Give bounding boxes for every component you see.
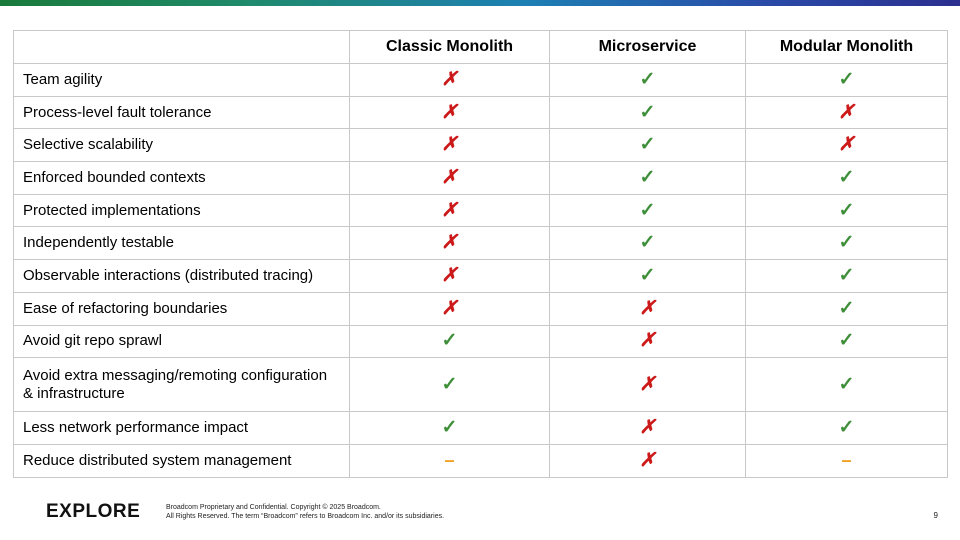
rating-cell	[746, 260, 948, 293]
header-empty-cell	[14, 31, 350, 64]
checkmark-icon: ✓	[639, 199, 656, 221]
row-label: Process-level fault tolerance	[14, 96, 350, 129]
rating-cell	[550, 194, 746, 227]
rating-cell	[550, 444, 746, 477]
checkmark-icon: ✓	[838, 373, 855, 395]
table-row	[14, 444, 948, 477]
rating-cell	[746, 358, 948, 412]
cross-icon: ✗	[838, 101, 855, 123]
dash-icon: –	[444, 449, 455, 470]
cross-icon: ✗	[639, 330, 656, 352]
table-row	[14, 227, 948, 260]
row-label: Independently testable	[14, 227, 350, 260]
rating-cell	[350, 129, 550, 162]
rating-cell	[550, 129, 746, 162]
cross-icon: ✗	[838, 134, 855, 156]
cross-icon: ✗	[639, 297, 656, 319]
table-row	[14, 129, 948, 162]
checkmark-icon: ✓	[838, 166, 855, 188]
table-row	[14, 260, 948, 293]
cross-icon: ✗	[441, 264, 458, 286]
table-row	[14, 325, 948, 358]
rating-cell	[550, 292, 746, 325]
table-row	[14, 96, 948, 129]
comparison-table	[13, 30, 948, 478]
row-label: Avoid extra messaging/remoting configuration & infrastructure	[14, 358, 350, 412]
checkmark-icon: ✓	[639, 101, 656, 123]
checkmark-icon: ✓	[639, 232, 656, 254]
row-label: Reduce distributed system management	[14, 444, 350, 477]
rating-cell	[550, 96, 746, 129]
checkmark-icon: ✓	[639, 68, 656, 90]
cross-icon: ✗	[441, 199, 458, 221]
row-label: Team agility	[14, 64, 350, 97]
rating-cell	[746, 96, 948, 129]
row-label: Avoid git repo sprawl	[14, 325, 350, 358]
explore-logo: EXPLORE	[46, 501, 141, 522]
legal-notice	[166, 503, 444, 521]
dash-icon: –	[841, 449, 852, 470]
rating-cell	[350, 227, 550, 260]
header-modular-monolith: Modular Monolith	[746, 31, 948, 64]
checkmark-icon: ✓	[838, 417, 855, 439]
rating-cell	[350, 260, 550, 293]
rating-cell	[550, 412, 746, 445]
checkmark-icon: ✓	[441, 373, 458, 395]
rating-cell	[746, 194, 948, 227]
checkmark-icon: ✓	[838, 232, 855, 254]
checkmark-icon: ✓	[838, 330, 855, 352]
checkmark-icon: ✓	[441, 417, 458, 439]
rating-cell	[746, 227, 948, 260]
rating-cell	[350, 96, 550, 129]
table-row	[14, 358, 948, 412]
row-label: Protected implementations	[14, 194, 350, 227]
rating-cell	[350, 412, 550, 445]
rating-cell	[746, 444, 948, 477]
checkmark-icon: ✓	[441, 330, 458, 352]
rating-cell	[550, 260, 746, 293]
rating-cell	[350, 325, 550, 358]
rating-cell	[350, 292, 550, 325]
cross-icon: ✗	[441, 297, 458, 319]
rating-cell	[350, 444, 550, 477]
cross-icon: ✗	[441, 166, 458, 188]
row-label: Ease of refactoring boundaries	[14, 292, 350, 325]
cross-icon: ✗	[441, 101, 458, 123]
rating-cell	[746, 292, 948, 325]
page-number: 9	[933, 511, 938, 520]
header-microservice: Microservice	[550, 31, 746, 64]
rating-cell	[550, 325, 746, 358]
cross-icon: ✗	[441, 134, 458, 156]
table-row	[14, 292, 948, 325]
checkmark-icon: ✓	[838, 199, 855, 221]
rating-cell	[550, 162, 746, 195]
rating-cell	[746, 162, 948, 195]
cross-icon: ✗	[441, 68, 458, 90]
table-row	[14, 412, 948, 445]
row-label: Selective scalability	[14, 129, 350, 162]
rating-cell	[350, 162, 550, 195]
header-classic-monolith: Classic Monolith	[350, 31, 550, 64]
cross-icon: ✗	[639, 449, 656, 471]
legal-line-1: Broadcom Proprietary and Confidential. Copyright © 2025 Broadcom.	[166, 504, 381, 511]
rating-cell	[746, 412, 948, 445]
table-row	[14, 162, 948, 195]
checkmark-icon: ✓	[838, 264, 855, 286]
cross-icon: ✗	[639, 417, 656, 439]
checkmark-icon: ✓	[639, 264, 656, 286]
row-label: Less network performance impact	[14, 412, 350, 445]
cross-icon: ✗	[441, 232, 458, 254]
rating-cell	[550, 358, 746, 412]
rating-cell	[746, 64, 948, 97]
rating-cell	[746, 129, 948, 162]
rating-cell	[550, 227, 746, 260]
row-label: Enforced bounded contexts	[14, 162, 350, 195]
checkmark-icon: ✓	[838, 297, 855, 319]
row-label: Observable interactions (distributed tracing)	[14, 260, 350, 293]
rating-cell	[350, 194, 550, 227]
checkmark-icon: ✓	[639, 166, 656, 188]
table-row	[14, 194, 948, 227]
table-header-row	[14, 31, 948, 64]
legal-line-2: All Rights Reserved. The term “Broadcom” refers to Broadcom Inc. and/or its subsidiaries.	[166, 513, 445, 520]
rating-cell	[550, 64, 746, 97]
cross-icon: ✗	[639, 373, 656, 395]
rating-cell	[746, 325, 948, 358]
table-row	[14, 64, 948, 97]
rating-cell	[350, 64, 550, 97]
checkmark-icon: ✓	[838, 68, 855, 90]
rating-cell	[350, 358, 550, 412]
top-gradient-bar	[0, 0, 960, 6]
checkmark-icon: ✓	[639, 134, 656, 156]
